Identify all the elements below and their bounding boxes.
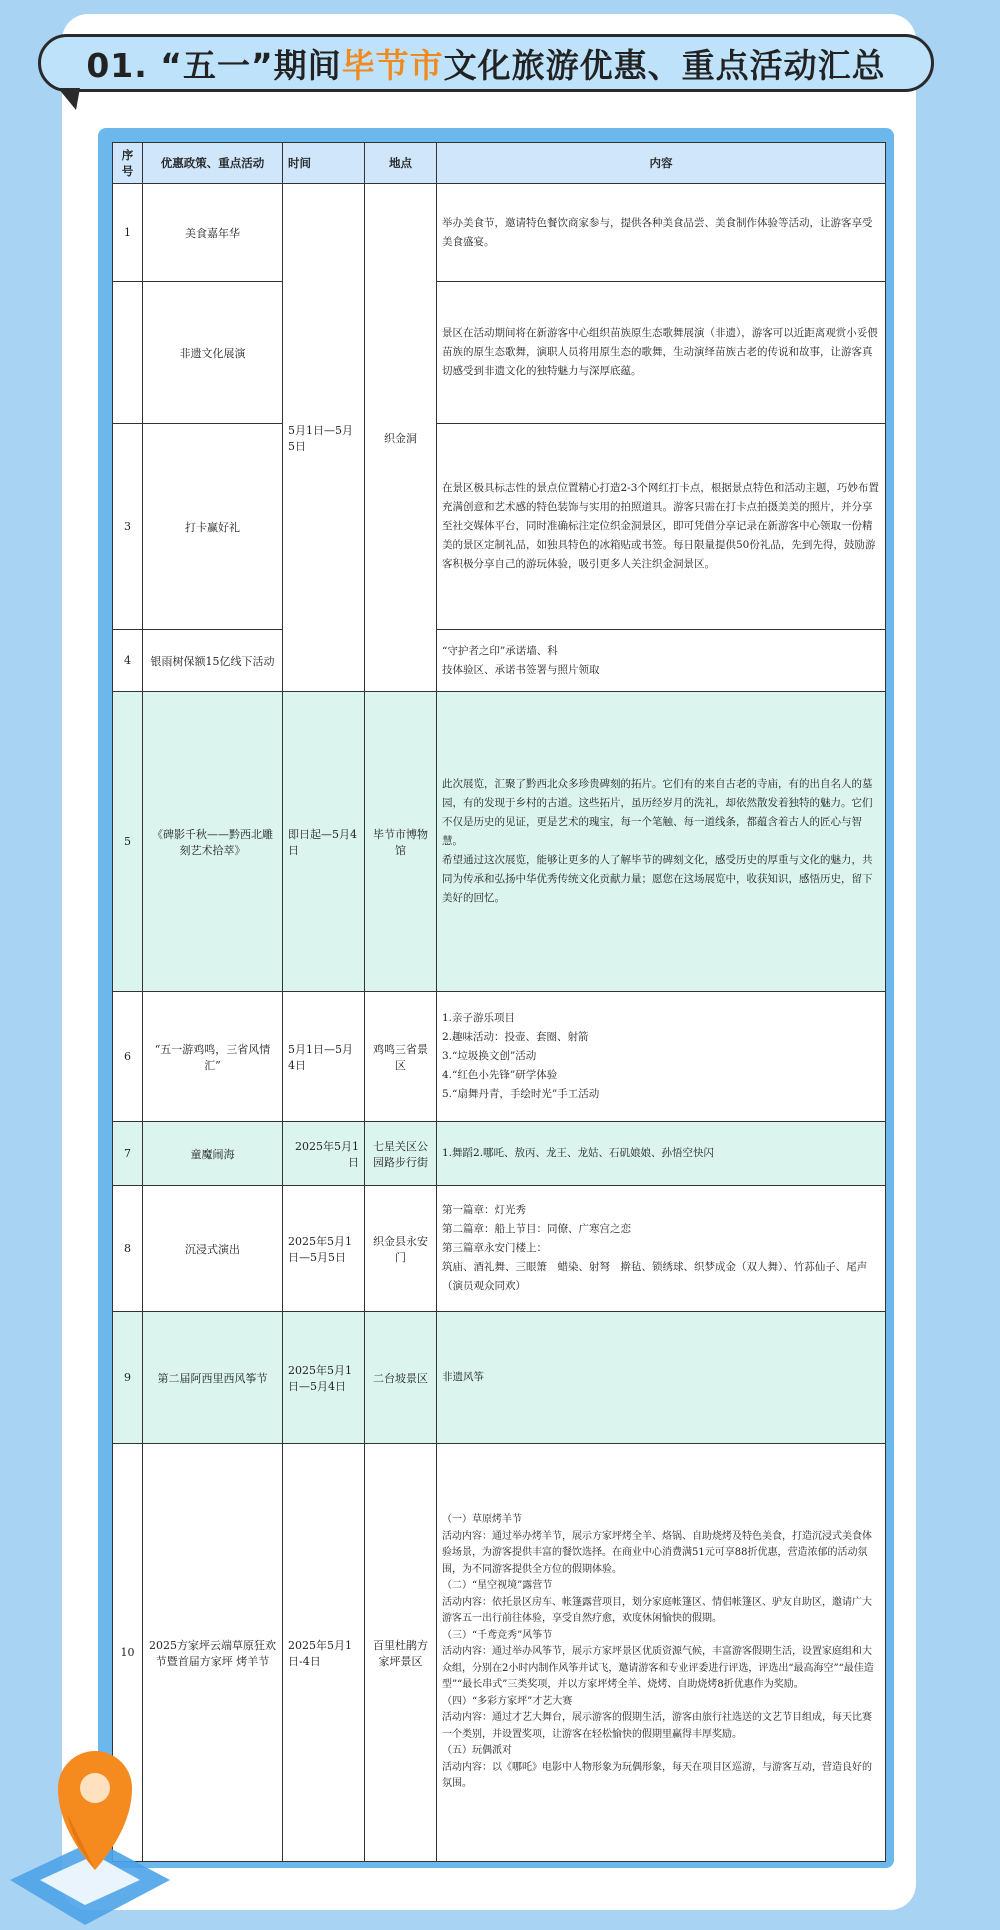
content-line: 第一篇章：灯光秀 <box>442 1204 526 1216</box>
row-content <box>437 692 886 992</box>
row-place: 织金县永安门 <box>365 1186 437 1312</box>
table-row <box>113 1444 886 1862</box>
row-activity: 《碑影千秋——黔西北雕刻艺术拾萃》 <box>143 692 283 992</box>
content-line: （四）“多彩方家坪”才艺大赛 <box>442 1695 573 1707</box>
content-line: （五）玩偶派对 <box>442 1745 512 1757</box>
col-header-activity: 优惠政策、重点活动 <box>143 143 283 184</box>
col-header-date: 时间 <box>283 143 365 184</box>
row-content: 非遗风筝 <box>437 1312 886 1444</box>
content-line: 活动内容：以《哪吒》电影中人物形象为玩偶形象，每天在项目区巡游，与游客互动，营造良好的氛围。 <box>442 1761 872 1790</box>
col-header-no: 序号 <box>113 143 143 184</box>
content-line: 活动内容：通过才艺大舞台，展示游客的假期生活，游客由旅行社选送的文艺节目组成，每天比赛一个类别，并设置奖项，让游客在轻松愉快的假期里赢得丰厚奖励。 <box>442 1712 872 1740</box>
table-row <box>113 992 886 1122</box>
col-header-place: 地点 <box>365 143 437 184</box>
table-row <box>113 1122 886 1186</box>
row-no: 6 <box>113 992 143 1122</box>
table-row <box>113 630 886 692</box>
row-place: 二台坡景区 <box>365 1312 437 1444</box>
row-content: 举办美食节，邀请特色餐饮商家参与，提供各种美食品尝、美食制作体验等活动，让游客享受美食盛宴。 <box>437 184 886 282</box>
row-no: 1 <box>113 184 143 282</box>
row-date: 2025年5月1日-4日 <box>283 1444 365 1862</box>
table-header-row <box>113 143 886 184</box>
row-activity: 第二届阿西里西风筝节 <box>143 1312 283 1444</box>
content-line: 希望通过这次展览，能够让更多的人了解毕节的碑刻文化，感受历史的厚重与文化的魅力，共同为传承和弘扬中华优秀传统文化贡献力量；愿您在这场展览中，收获知识，感悟历史，留下美好的回忆。 <box>442 854 873 904</box>
row-content: 在景区极具标志性的景点位置精心打造2-3个网红打卡点，根据景点特色和活动主题，巧妙布置充满创意和艺术感的特色装饰与实用的拍照道具。游客只需在打卡点拍摄美美的照片，并分享至社交媒体平台，同时准确标注定位织金洞景区，即可凭借分享记录在新游客中心领取一份精美的景区定制礼品，如独具特色的冰箱贴或书签。每日限量提供50份礼品，先到先得，鼓励游客积极分享自己的游玩体验，吸引更多人关注织金洞景区。 <box>437 424 886 630</box>
content-line: 活动内容：通过举办烤羊节，展示方家坪烤全羊、烙锅、自助烧烤及特色美食，打造沉浸式美食体验场景，为游客提供丰富的餐饮选择。在商业中心消费满51元可享88折优惠，营造浓郁的活动氛围，为不同游客提供全方位的假期体验。 <box>442 1530 872 1575</box>
row-date: 2025年5月1日—5月4日 <box>283 1312 365 1444</box>
row-activity: 非遗文化展演 <box>143 282 283 424</box>
row-activity: 打卡赢好礼 <box>143 424 283 630</box>
content-line: “守护者之印”承诺墙、科 <box>442 644 558 657</box>
table-row <box>113 184 886 282</box>
content-line: （二）“星空视境”露营节 <box>442 1580 553 1592</box>
table-row <box>113 424 886 630</box>
row-place: 织金洞 <box>365 184 437 692</box>
row-no: 10 <box>113 1444 143 1862</box>
row-no: 4 <box>113 630 143 692</box>
table-row <box>113 1312 886 1444</box>
content-line: 此次展览，汇聚了黔西北众多珍贵碑刻的拓片。它们有的来自古老的寺庙，有的出自名人的墓园，有的发现于乡村的古道。这些拓片，虽历经岁月的洗礼，却依然散发着独特的魅力。它们不仅是历史的见证，更是艺术的瑰宝，每一个笔触、每一道线条，都蕴含着古人的匠心与智慧。 <box>442 778 873 847</box>
row-place: 鸡鸣三省景区 <box>365 992 437 1122</box>
content-line: 4.“红色小先锋”研学体验 <box>442 1069 558 1081</box>
table-row <box>113 692 886 992</box>
content-line: 技体验区、承诺书签署与照片领取 <box>442 663 600 676</box>
content-line: 1.亲子游乐项目 <box>442 1012 516 1024</box>
title-bubble-tail <box>58 88 80 110</box>
row-activity: 银雨树保额15亿线下活动 <box>143 630 283 692</box>
col-header-content: 内容 <box>437 143 886 184</box>
row-activity: 沉浸式演出 <box>143 1186 283 1312</box>
table-row <box>113 282 886 424</box>
content-line: 活动内容：通过举办风筝节，展示方家坪景区优质资源气候，丰富游客假期生活，设置家庭组和大众组，分别在2小时内制作风筝并试飞，邀请游客和专业评委进行评选，评选出“最高海空”“最佳造型”“最长串式”三类奖项，并以方家坪烤全羊、烧烤、自助烧烤8折优惠作为奖励。 <box>442 1646 874 1691</box>
row-date: 5月1日—5月4日 <box>283 992 365 1122</box>
row-content <box>437 1186 886 1312</box>
row-place: 七星关区公园路步行街 <box>365 1122 437 1186</box>
title-highlight: 毕节市 <box>341 45 444 85</box>
title-prefix: 01. “五一”期间 <box>86 45 342 85</box>
content-line: 活动内容：依托景区房车、帐篷露营项目，划分家庭帐篷区、情侣帐篷区、驴友自助区，邀请广大游客五一出行前往体验，享受自然疗愈，欢度休闲愉快的假期。 <box>442 1596 872 1625</box>
row-date: 即日起—5月4日 <box>283 692 365 992</box>
row-content: 景区在活动期间将在新游客中心组织苗族原生态歌舞展演（非遗），游客可以近距离观赏小妥偎苗族的原生态歌舞，演职人员将用原生态的歌舞，生动演绎苗族古老的传说和故事，让游客真切感受到非遗文化的独特魅力与深厚底蕴。 <box>437 282 886 424</box>
row-date: 2025年5月1日 <box>283 1122 365 1186</box>
row-place: 毕节市博物馆 <box>365 692 437 992</box>
content-line: 5.“扇舞丹青，手绘时光”手工活动 <box>442 1088 600 1100</box>
row-no <box>113 282 143 424</box>
page-title <box>38 34 934 92</box>
row-content <box>437 992 886 1122</box>
row-place: 百里杜鹃方家坪景区 <box>365 1444 437 1862</box>
row-date: 2025年5月1日—5月5日 <box>283 1186 365 1312</box>
row-activity: 2025方家坪云端草原狂欢节暨首届方家坪 烤羊节 <box>143 1444 283 1862</box>
content-line: 3.“垃圾换文创”活动 <box>442 1050 537 1062</box>
content-line: 第二篇章：船上节目：同僚、广寒宫之恋 <box>442 1223 631 1235</box>
content-line: 筑庙、酒礼舞、三眼箫 蜡染、射弩 擀毡、锁绣球、织梦成金（双人舞）、竹荪仙子、尾声（演员观众同欢） <box>442 1261 868 1292</box>
row-no: 8 <box>113 1186 143 1312</box>
row-no: 3 <box>113 424 143 630</box>
content-line: 第三篇章永安门楼上： <box>442 1242 547 1254</box>
activity-table <box>112 142 886 1862</box>
content-line: 2.趣味活动：投壶、套圈、射箭 <box>442 1031 589 1043</box>
row-date: 5月1日—5月5日 <box>283 184 365 692</box>
row-no: 7 <box>113 1122 143 1186</box>
row-activity: 美食嘉年华 <box>143 184 283 282</box>
row-content <box>437 630 886 692</box>
row-content <box>437 1444 886 1862</box>
content-line: （三）“千鸢竞秀”风筝节 <box>442 1629 553 1641</box>
location-pin-icon <box>0 1730 180 1930</box>
row-no: 5 <box>113 692 143 992</box>
row-activity: 童魔闹海 <box>143 1122 283 1186</box>
row-no: 9 <box>113 1312 143 1444</box>
content-line: （一）草原烤羊节 <box>442 1514 522 1526</box>
table-row <box>113 1186 886 1312</box>
row-activity: “五一游鸡鸣，三省风情汇” <box>143 992 283 1122</box>
row-content: 1.舞蹈2.哪吒、敖丙、龙王、龙姑、石矶娘娘、孙悟空快闪 <box>437 1122 886 1186</box>
title-suffix: 文化旅游优惠、重点活动汇总 <box>443 45 886 85</box>
